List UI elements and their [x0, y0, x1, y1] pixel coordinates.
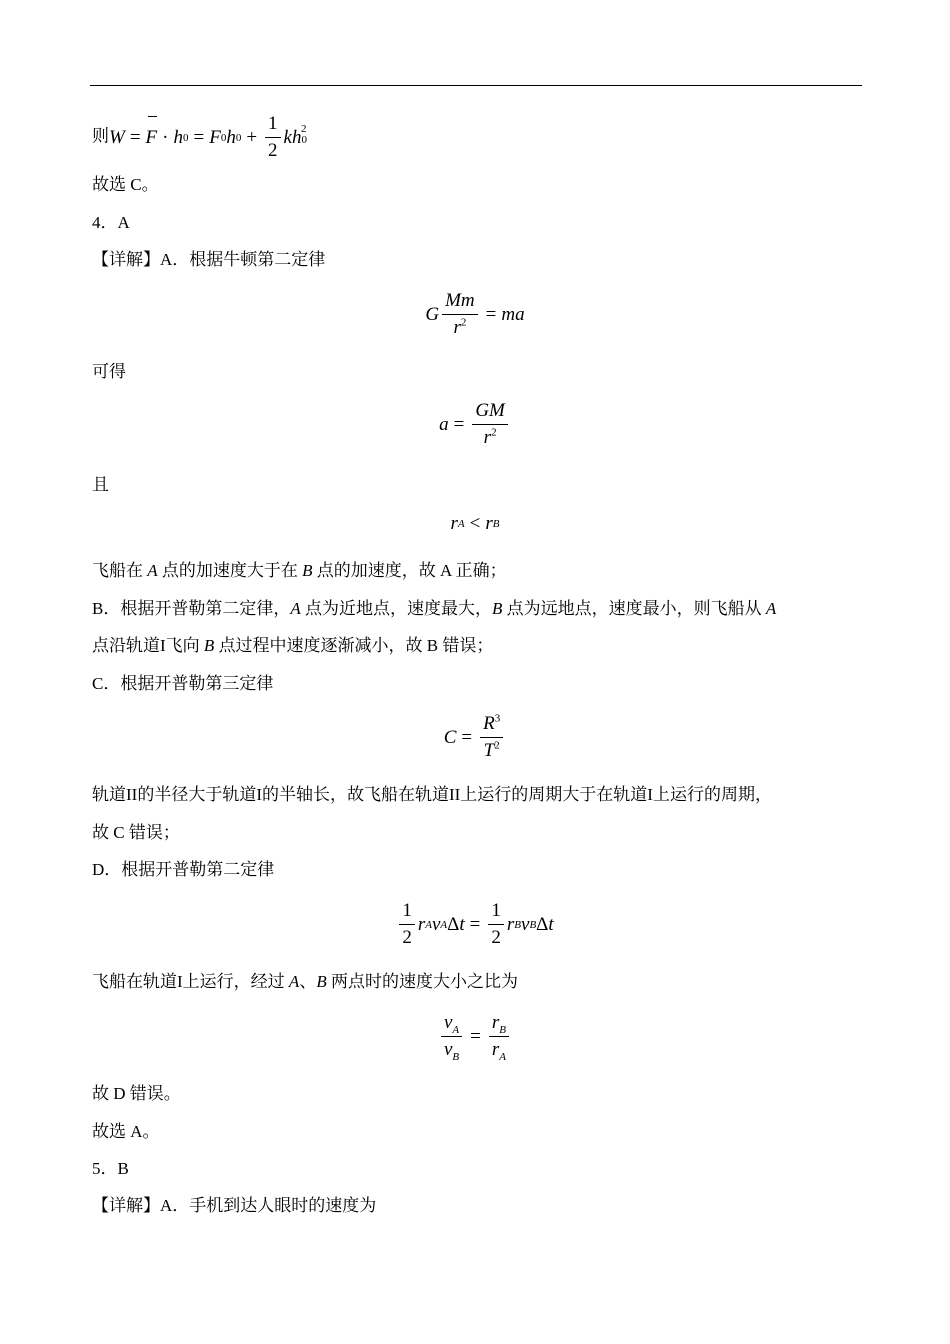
explanation-b-line2: 点沿轨道I飞向 B 点过程中速度逐渐减小，故 B 错误；	[92, 636, 494, 655]
explanation-b-line1: B．根据开普勒第二定律，A 点为近地点，速度最大，B 点为远地点，速度最小，则飞船从 A	[92, 599, 777, 618]
explanation-a-heading: 【详解】A．根据牛顿第二定律	[92, 250, 326, 269]
conclusion-d-line: 故 D 错误。	[92, 1084, 181, 1103]
conclusion-a-line: 飞船在 A 点的加速度大于在 B 点的加速度，故 A 正确；	[92, 561, 507, 580]
equation-acceleration: a = $\frac{GM}{r^2}$	[0, 400, 950, 449]
equation-kepler-third: C = $\frac{R^3}{T^2}$	[0, 713, 950, 762]
text-qie: 且	[92, 475, 109, 494]
explanation-c-line2: 故 C 错误；	[92, 823, 180, 842]
question-4-answer: 4．A	[92, 213, 130, 232]
answer-c-line: 故选 C。	[92, 175, 159, 194]
explanation-5a-heading: 【详解】A．手机到达人眼时的速度为	[92, 1196, 377, 1215]
work-formula-line	[92, 113, 306, 162]
answer-a-line: 故选 A。	[92, 1122, 160, 1141]
text-ze: 则	[92, 126, 109, 146]
explanation-c-heading: C．根据开普勒第三定律	[92, 674, 274, 693]
equation-kepler-second: $\frac{1}{2}$ r A v A Δ t = $\frac{1}{2}$ r B v B Δ t	[0, 900, 950, 949]
equation-newton: G $\frac{Mm}{r^2}$ = ma	[425, 290, 525, 338]
equation-radius-compare: r A < r B	[450, 513, 500, 534]
question-5-answer: 5．B	[92, 1159, 129, 1178]
work-equation: W = F · h 0 = F 0 h 0 + $\frac{1}{2}$ kh $_0$ $^2$	[109, 113, 307, 161]
header-rule	[90, 85, 862, 86]
explanation-d-heading: D．根据开普勒第二定律	[92, 860, 275, 879]
explanation-c-line1: 轨道II的半径大于轨道I的半轴长，故飞船在轨道II上运行的周期大于在轨道I上运行的周期，	[92, 785, 772, 804]
explanation-d-line1: 飞船在轨道I上运行，经过 A、B 两点时的速度大小之比为	[92, 972, 518, 991]
text-kede: 可得	[92, 362, 126, 381]
equation-velocity-ratio: $\frac{v_A}{v_B}$ = $\frac{r_B}{r_A}$	[0, 1012, 950, 1061]
